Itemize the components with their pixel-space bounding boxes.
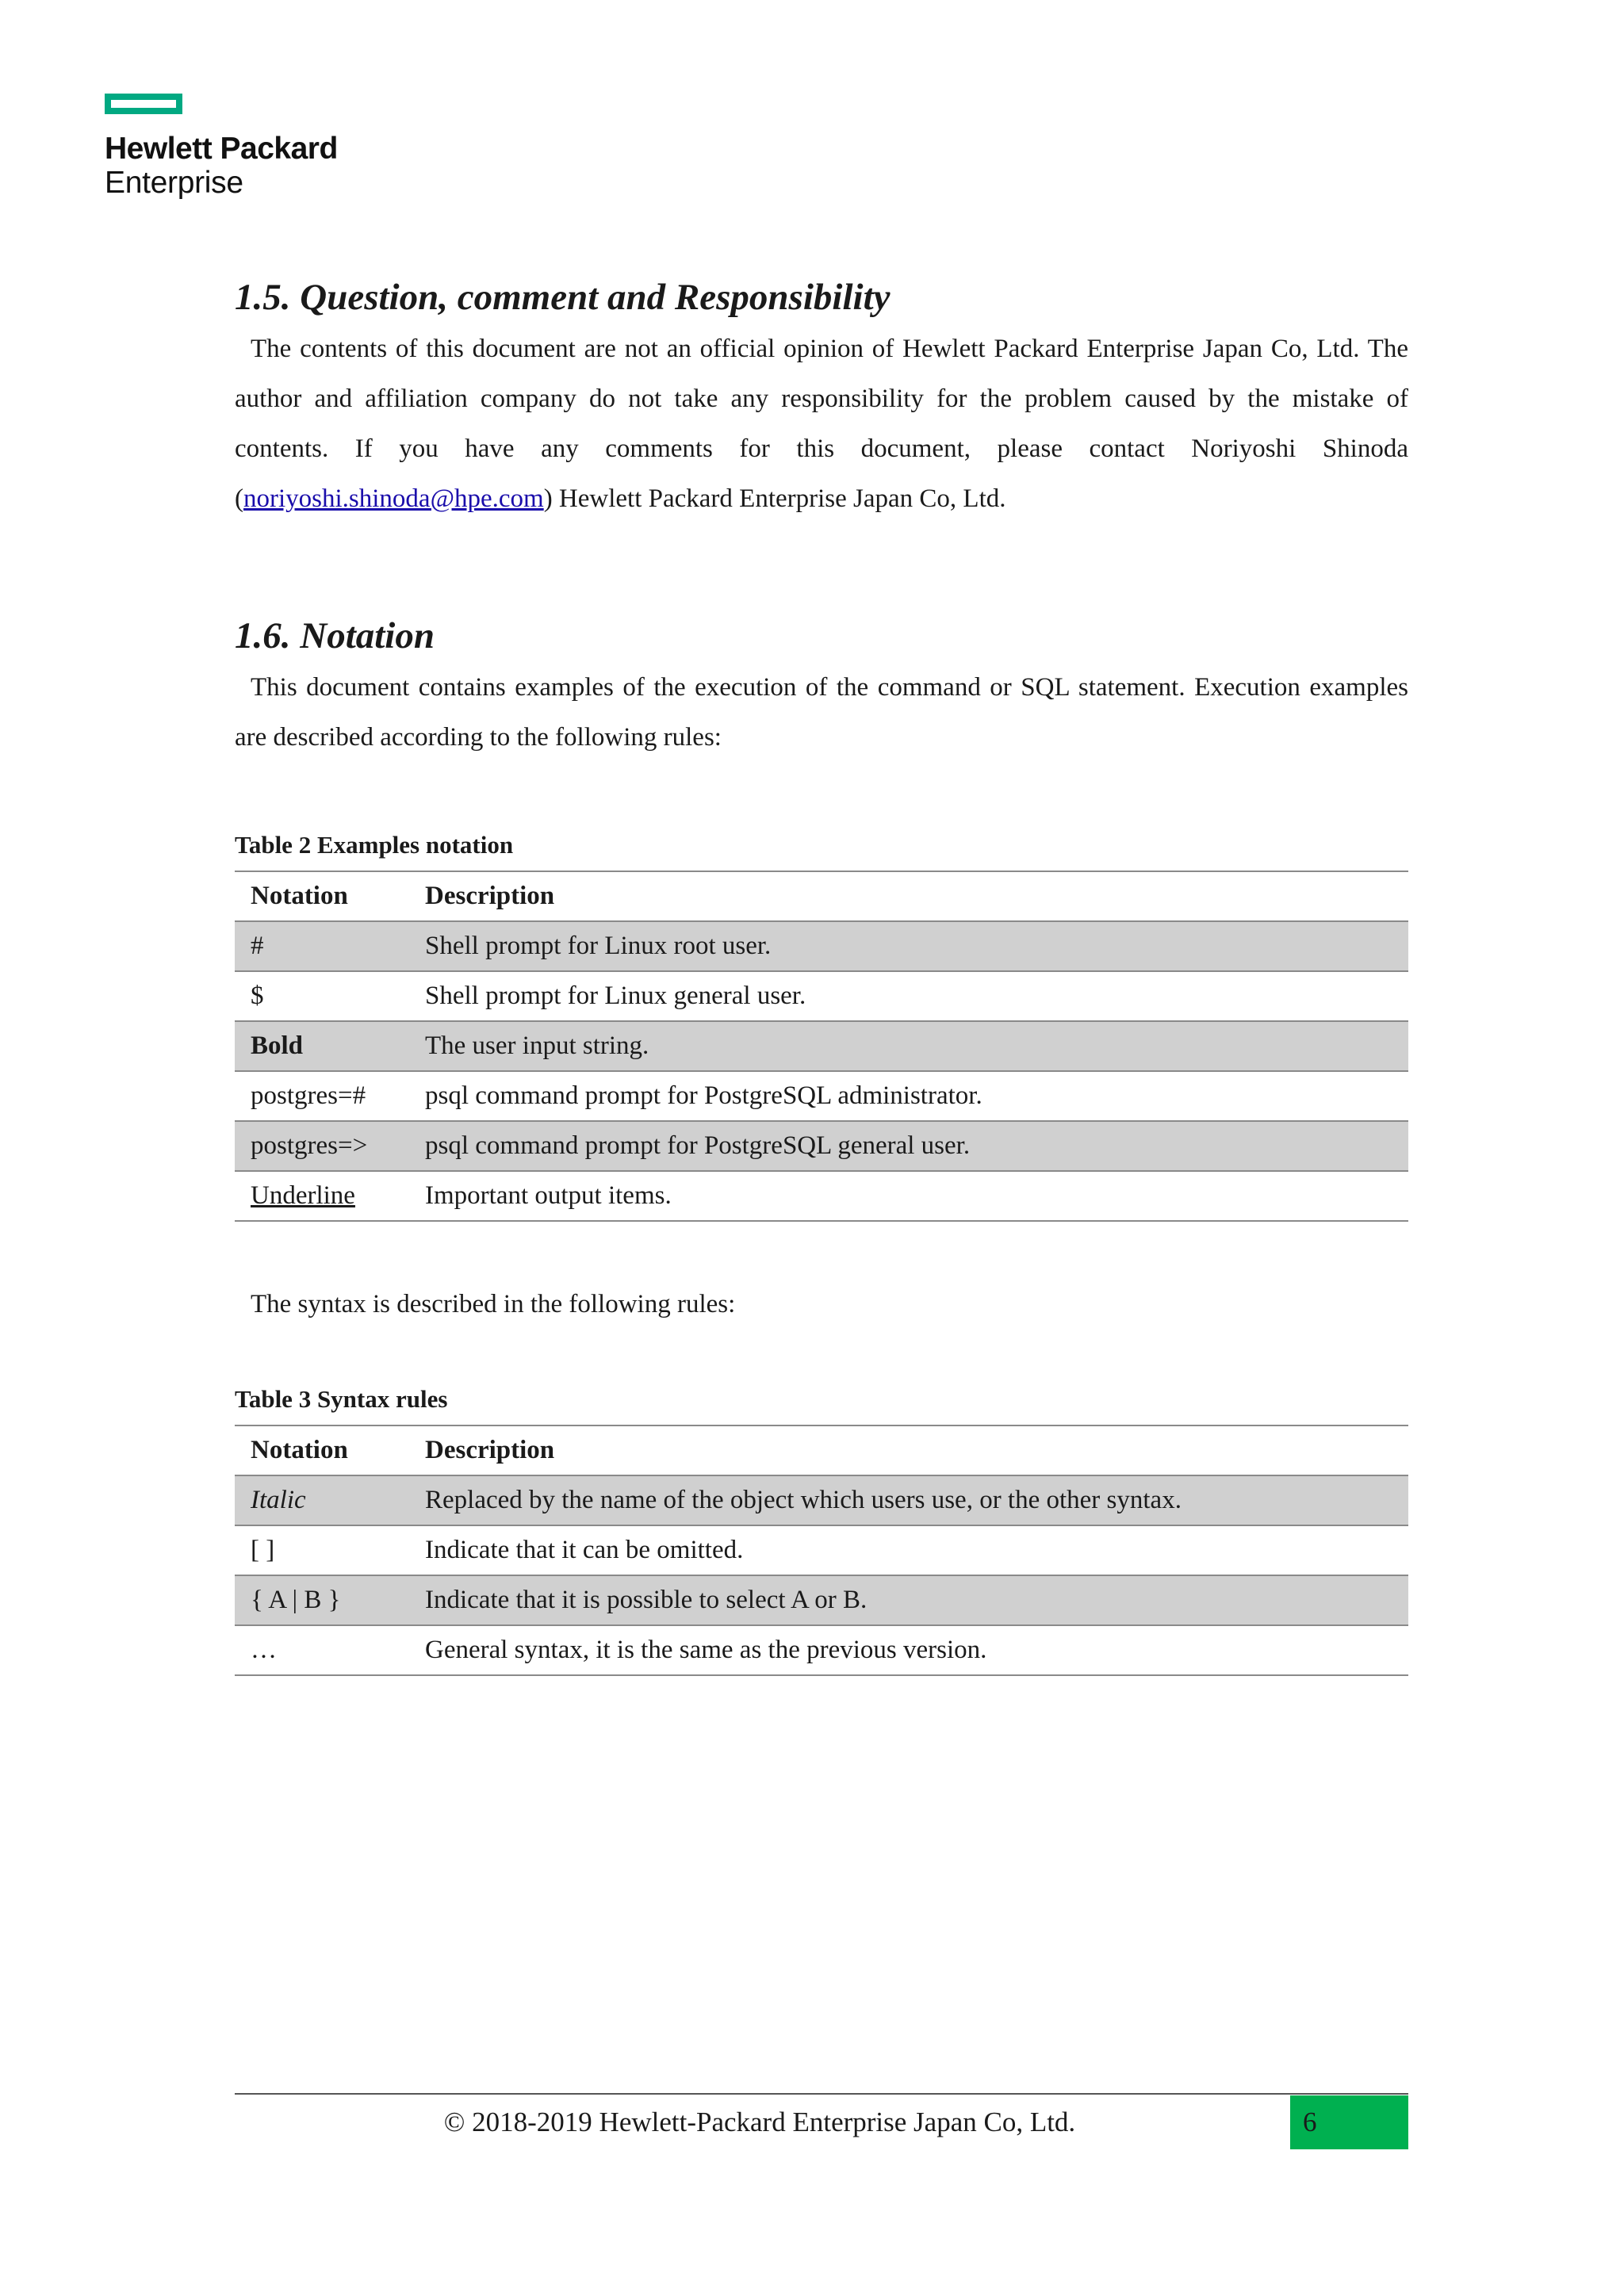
notation-cell: postgres=# [235,1071,409,1121]
description-cell: psql command prompt for PostgreSQL general user. [409,1121,1408,1171]
description-cell: Replaced by the name of the object which users use, or the other syntax. [409,1475,1408,1525]
description-cell: Important output items. [409,1171,1408,1221]
section-1-5 [235,274,1408,524]
notation-cell: … [235,1625,409,1675]
logo-text-line1: Hewlett Packard [105,132,338,166]
underline-sample: Underline [251,1181,355,1210]
header-notation: Notation [235,1425,409,1475]
table-row [235,1575,1408,1625]
contact-email-link[interactable]: noriyoshi.shinoda@hpe.com [243,484,544,513]
examples-notation-table [235,871,1408,1222]
footer-copyright: © 2018-2019 Hewlett-Packard Enterprise Japan Co, Ltd. [443,2107,1076,2137]
table-header-row [235,1425,1408,1475]
notation-cell [235,1171,409,1221]
description-cell: Indicate that it can be omitted. [409,1525,1408,1575]
description-cell: Shell prompt for Linux general user. [409,971,1408,1021]
table-row [235,1121,1408,1171]
description-cell: General syntax, it is the same as the previous version. [409,1625,1408,1675]
notation-cell: # [235,921,409,971]
notation-cell: postgres=> [235,1121,409,1171]
notation-cell: Italic [235,1475,409,1525]
table-row [235,1021,1408,1071]
section-1-6-title: 1.6. Notation [235,615,435,656]
table2-caption: Table 2 Examples notation [235,831,514,859]
notation-cell: $ [235,971,409,1021]
notation-cell: [ ] [235,1525,409,1575]
table-row [235,1171,1408,1221]
syntax-rules-table [235,1425,1408,1676]
description-cell: Indicate that it is possible to select A or B. [409,1575,1408,1625]
notation-cell: Bold [235,1021,409,1071]
table3-caption: Table 3 Syntax rules [235,1385,448,1413]
table-row [235,971,1408,1021]
table2-block [235,829,1408,1222]
footer-divider [235,2093,1408,2095]
table-row [235,1475,1408,1525]
section-1-5-paragraph [235,324,1408,524]
paragraph-text-2: ) Hewlett Packard Enterprise Japan Co, Ltd. [543,484,1006,513]
header-description: Description [409,871,1408,921]
description-cell: The user input string. [409,1021,1408,1071]
section-1-5-title: 1.5. Question, comment and Responsibility [235,277,891,318]
hpe-logo-mark [105,94,182,114]
header-description: Description [409,1425,1408,1475]
table-row [235,1071,1408,1121]
table-header-row [235,871,1408,921]
table-row [235,921,1408,971]
hpe-logo [105,94,338,200]
table-row [235,1525,1408,1575]
table3-block [235,1383,1408,1676]
page-number: 6 [1290,2095,1408,2149]
logo-text-line2: Enterprise [105,166,243,200]
section-1-6-intro: This document contains examples of the execution of the command or SQL statement. Execution examples are described according to the following rules: [235,673,1408,752]
syntax-intro-block [235,1280,1408,1330]
header-notation: Notation [235,871,409,921]
description-cell: Shell prompt for Linux root user. [409,921,1408,971]
section-1-6 [235,612,1408,763]
description-cell: psql command prompt for PostgreSQL administrator. [409,1071,1408,1121]
paragraph-text-1: The contents of this document are not an official opinion of Hewlett Packard Enterprise Japan Co, Ltd. The author and affiliation company do not take any responsibility for the problem caused by the mistake of contents. If you have any comments for this document, please contact Noriyoshi Shinoda ( [235,335,1408,513]
syntax-intro: The syntax is described in the following rules: [251,1290,736,1318]
notation-cell: { A | B } [235,1575,409,1625]
table-row [235,1625,1408,1675]
